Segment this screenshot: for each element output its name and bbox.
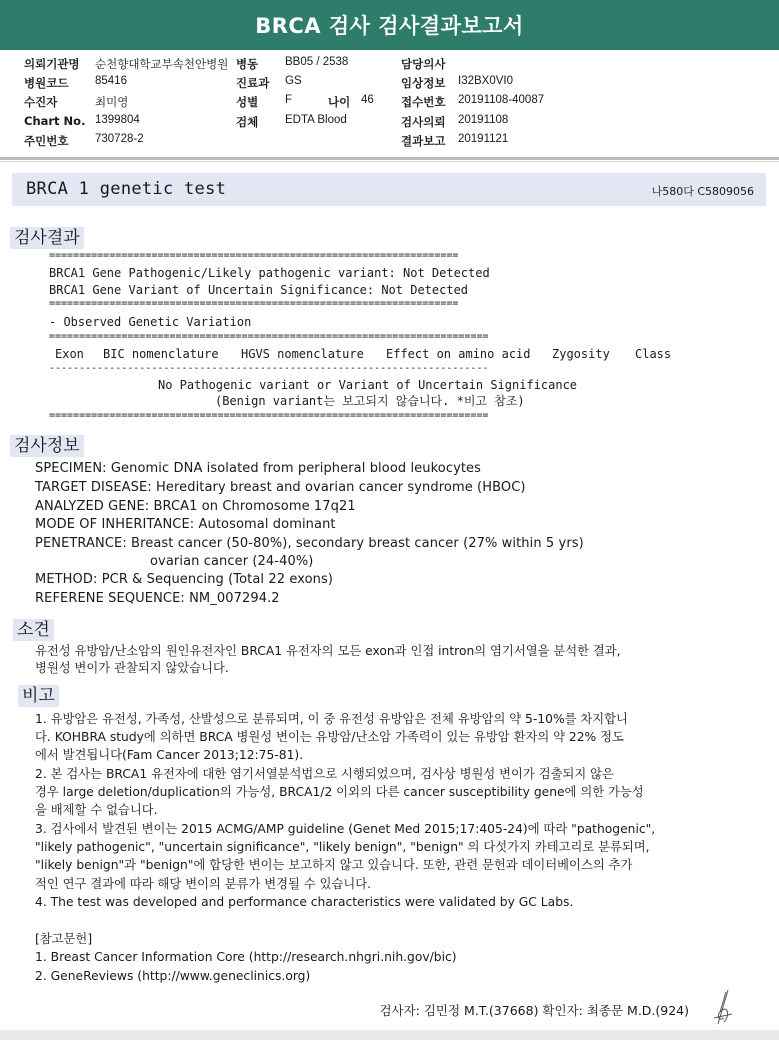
dept-label: 진료과 (236, 76, 270, 90)
col-class: Class (635, 347, 672, 361)
remark-line: 3. 검사에서 발견된 변이는 2015 ACMG/AMP guideline (Genet Med 2015;17:405-24)에 따라 "pathogenic", (35, 822, 656, 836)
remark-line: 적인 연구 결과에 따라 해당 변이의 분류가 변경될 수 있습니다. (35, 877, 372, 891)
patient-label: 수진자 (24, 95, 58, 109)
remark-line: 을 배제할 수 없습니다. (35, 803, 158, 817)
age-label: 나이 (328, 95, 351, 109)
resident-label: 주민번호 (24, 134, 69, 148)
col-hgvs: HGVS nomenclature (241, 347, 364, 361)
report-title: BRCA 검사 검사결과보고서 (0, 0, 779, 50)
report-label: 결과보고 (401, 134, 446, 148)
info-row-1 (0, 56, 779, 75)
report-value: 20191121 (458, 133, 509, 145)
remark-line: 4. The test was developed and performance characteristics were validated by GC Labs. (35, 895, 574, 909)
clinical-label: 임상정보 (401, 76, 446, 90)
info-penetrance-cont: ovarian cancer (24-40%) (150, 554, 314, 569)
sex-value: F (285, 94, 293, 106)
info-gene: ANALYZED GENE: BRCA1 on Chromosome 17q21 (35, 499, 356, 514)
remark-line: 에서 발견됩니다(Fam Cancer 2013;12:75-81). (35, 748, 304, 762)
receipt-value: 20191108-40087 (458, 94, 545, 106)
institution-value: 순천향대학교부속천안병원 (95, 59, 229, 71)
info-row-2 (0, 75, 779, 94)
receipt-label: 접수번호 (401, 95, 446, 109)
section-remarks-title: 비고 (18, 685, 59, 707)
dept-value: GS (285, 75, 302, 87)
result-line-1: BRCA1 Gene Pathogenic/Likely pathogenic variant: Not Detected (49, 266, 490, 280)
opinion-line-2: 병원성 변이가 관찰되지 않았습니다. (35, 661, 229, 675)
col-exon: Exon (55, 347, 84, 361)
page-bottom-edge (0, 1030, 779, 1040)
test-title-bar (12, 173, 766, 206)
col-bic: BIC nomenclature (103, 347, 219, 361)
chart-label: Chart No. (24, 114, 86, 128)
test-code: 나580다 C5809056 (651, 185, 754, 198)
separator-line: ==================================================================== (49, 250, 459, 261)
signature-icon (706, 988, 742, 1028)
patient-info (0, 56, 779, 156)
divider (0, 157, 779, 160)
separator-line: ==================================================================== (49, 298, 459, 309)
resident-value: 730728-2 (95, 133, 144, 145)
separator-line: ========================================================================= (49, 410, 489, 421)
request-value: 20191108 (458, 114, 509, 126)
ward-label: 병동 (236, 57, 259, 71)
col-effect: Effect on amino acid (386, 347, 531, 361)
signatures: 검사자: 김민정 M.T.(37668) 확인자: 최종문 M.D.(924) (379, 1003, 689, 1018)
reference-item: 1. Breast Cancer Information Core (http://research.nhgri.nih.gov/bic) (35, 950, 457, 964)
chart-value: 1399804 (95, 114, 140, 126)
patient-value: 최미영 (95, 97, 129, 109)
sex-label: 성별 (236, 95, 259, 109)
separator-line: ========================================================================= (49, 331, 489, 342)
remark-line: 경우 large deletion/duplication의 가능성, BRCA1/2 이외의 다른 cancer susceptibility gene에 의한 가능성 (35, 785, 644, 799)
info-specimen: SPECIMEN: Genomic DNA isolated from peripheral blood leukocytes (35, 461, 482, 476)
institution-label: 의뢰기관명 (24, 57, 80, 71)
reference-item: 2. GeneReviews (http://www.geneclinics.org) (35, 969, 311, 983)
info-row-3 (0, 94, 779, 113)
age-value: 46 (361, 94, 374, 106)
no-variant-text: No Pathogenic variant or Variant of Uncertain Significance (158, 378, 578, 392)
clinical-value: I32BX0VI0 (458, 75, 513, 87)
info-reference: REFERENE SEQUENCE: NM_007294.2 (35, 591, 280, 606)
hospital-code-value: 85416 (95, 75, 127, 87)
test-title: BRCA 1 genetic test (26, 179, 227, 199)
references-title: [참고문헌] (35, 932, 93, 946)
divider (0, 161, 779, 162)
request-label: 검사의뢰 (401, 115, 446, 129)
benign-note: (Benign variant는 보고되지 않습니다. *비고 참조) (215, 394, 525, 408)
remark-line: "likely benign"과 "benign"에 합당한 변이는 보고하지 않고 있습니다. 또한, 관련 문헌과 데이터베이스의 추가 (35, 858, 633, 872)
remark-line: "likely pathogenic", "uncertain significance", "likely benign", "benign" 의 다섯가지 카테고리로 분류되며, (35, 840, 650, 854)
observed-heading: - Observed Genetic Variation (49, 315, 252, 329)
remark-line: 2. 본 검사는 BRCA1 유전자에 대한 염기서열분석법으로 시행되었으며, 검사상 병원성 변이가 검출되지 않은 (35, 767, 614, 781)
separator-line: ------------------------------------------------------------------------- (49, 363, 489, 374)
remark-line: 1. 유방암은 유전성, 가족성, 산발성으로 분류되며, 이 중 유전성 유방암은 전체 유방암의 약 5-10%를 차지합니 (35, 712, 628, 726)
ward-value: BB05 / 2538 (285, 56, 349, 68)
opinion-line-1: 유전성 유방암/난소암의 원인유전자인 BRCA1 유전자의 모든 exon과 인접 intron의 염기서열을 분석한 결과, (35, 644, 621, 658)
specimen-label: 검체 (236, 115, 259, 129)
info-penetrance: PENETRANCE: Breast cancer (50-80%), secondary breast cancer (27% within 5 yrs) (35, 536, 584, 551)
doctor-label: 담당의사 (401, 57, 446, 71)
section-info-title: 검사정보 (10, 435, 84, 457)
info-row-5 (0, 133, 779, 152)
col-zygosity: Zygosity (552, 347, 610, 361)
info-method: METHOD: PCR & Sequencing (Total 22 exons) (35, 572, 334, 587)
hospital-code-label: 병원코드 (24, 76, 69, 90)
section-opinion-title: 소견 (13, 619, 54, 641)
result-line-2: BRCA1 Gene Variant of Uncertain Significance: Not Detected (49, 283, 469, 297)
remark-line: 다. KOHBRA study에 의하면 BRCA 병원성 변이는 유방암/난소암 가족력이 있는 유방암 환자의 약 22% 정도 (35, 730, 624, 744)
section-result-title: 검사결과 (10, 227, 84, 249)
info-row-4 (0, 114, 779, 133)
info-mode: MODE OF INHERITANCE: Autosomal dominant (35, 517, 336, 532)
specimen-value: EDTA Blood (285, 114, 347, 126)
info-target: TARGET DISEASE: Hereditary breast and ovarian cancer syndrome (HBOC) (35, 480, 526, 495)
